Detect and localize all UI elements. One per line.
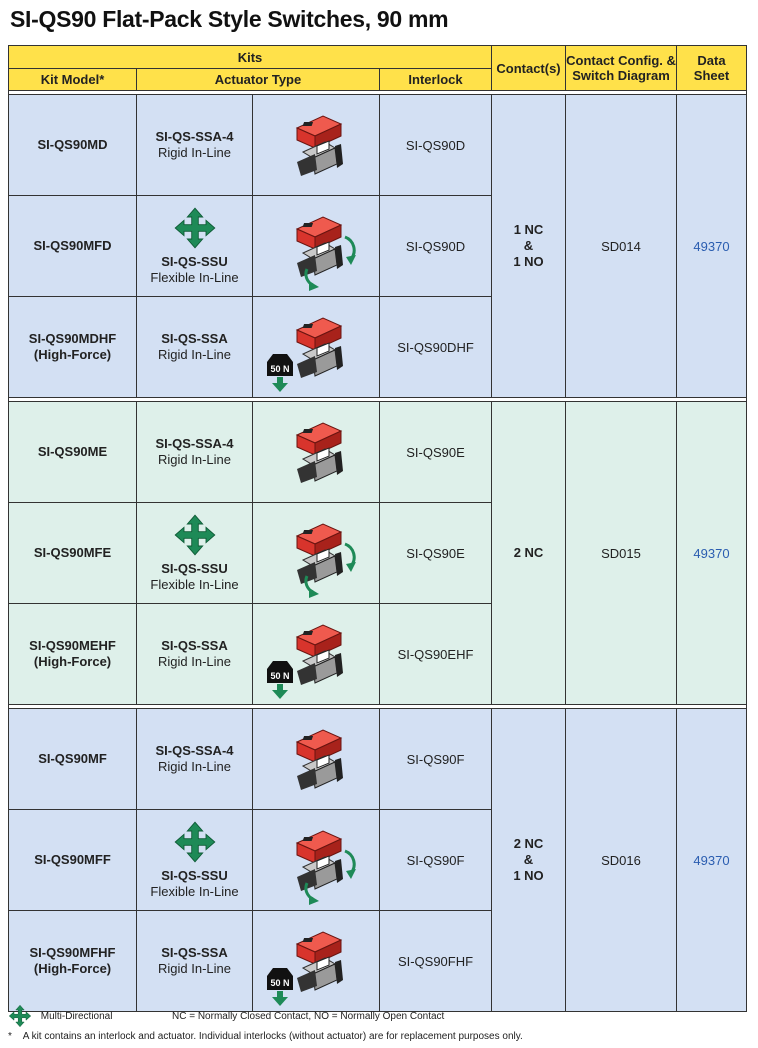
actuator-model: SI-QS-SSA <box>161 638 228 653</box>
actuator-type-cell <box>137 503 253 604</box>
actuator-type-cell <box>137 604 253 705</box>
kit-model-cell <box>9 95 137 196</box>
kit-model-cell <box>9 810 137 911</box>
contact-config-header-line2: Switch Diagram <box>572 68 670 83</box>
interlock-cell: SI-QS90E <box>380 402 492 503</box>
force-label: 50 N <box>270 363 290 374</box>
kit-model-text: SI-QS90MFF <box>34 852 111 867</box>
contacts-text: 1 NC <box>513 222 544 237</box>
actuator-type-header: Actuator Type <box>137 69 380 91</box>
kit-model-text: SI-QS90MF <box>38 751 107 766</box>
contacts-text: 2 NC <box>513 545 544 560</box>
kit-model-text: SI-QS90MFD <box>33 238 112 253</box>
kit-model-cell <box>9 297 137 398</box>
kit-model-header: Kit Model* <box>9 69 137 91</box>
contacts-cell <box>492 95 566 398</box>
contact-abbrev-legend: NC = Normally Closed Contact, NO = Normally Open Contact <box>172 1011 445 1022</box>
multi-directional-arrows-icon <box>173 820 217 864</box>
contacts-text: & <box>523 852 534 867</box>
contacts-text: & <box>523 238 534 253</box>
kit-model-text: SI-QS90MFHF <box>29 945 116 960</box>
data-sheet-header <box>677 46 747 91</box>
interlock-cell: SI-QS90F <box>380 810 492 911</box>
kit-model-cell <box>9 709 137 810</box>
contacts-header: Contact(s) <box>492 46 566 91</box>
actuator-model: SI-QS-SSU <box>161 254 228 269</box>
table-row <box>9 402 747 503</box>
actuator-image-cell <box>253 297 380 398</box>
switch-illustration-icon <box>261 298 371 394</box>
interlock-cell: SI-QS90EHF <box>380 604 492 705</box>
force-label: 50 N <box>270 977 290 988</box>
kit-model-text: SI-QS90MDHF <box>28 331 117 346</box>
actuator-image-cell <box>253 196 380 297</box>
actuator-type-cell <box>137 709 253 810</box>
kit-model-text: (High-Force) <box>33 961 112 976</box>
footnote <box>8 1031 523 1042</box>
actuator-model: SI-QS-SSA-4 <box>155 436 234 451</box>
actuator-model: SI-QS-SSA-4 <box>155 129 234 144</box>
kit-model-cell <box>9 604 137 705</box>
switch-diagram-cell: SD016 <box>566 709 677 1012</box>
actuator-type-cell <box>137 402 253 503</box>
multi-directional-legend <box>8 1004 112 1028</box>
actuator-model: SI-QS-SSA-4 <box>155 743 234 758</box>
switch-illustration-icon <box>261 504 371 600</box>
actuator-desc: Rigid In-Line <box>158 347 231 362</box>
table-row <box>9 95 747 196</box>
kit-model-text: (High-Force) <box>33 654 112 669</box>
actuator-image-cell <box>253 911 380 1012</box>
data-sheet-header-line2: Sheet <box>693 68 730 83</box>
data-sheet-link[interactable]: 49370 <box>677 709 747 1012</box>
actuator-desc: Flexible In-Line <box>150 270 239 285</box>
table-row <box>9 709 747 810</box>
footnote-text: A kit contains an interlock and actuator. Individual interlocks (without actuator) are for replacement purposes only. <box>22 1031 523 1042</box>
actuator-type-cell <box>137 810 253 911</box>
interlock-cell: SI-QS90FHF <box>380 911 492 1012</box>
actuator-image-cell <box>253 810 380 911</box>
kit-model-text: SI-QS90MD <box>37 137 108 152</box>
actuator-image-cell <box>253 402 380 503</box>
switch-illustration-icon <box>261 403 371 499</box>
switch-diagram-cell: SD015 <box>566 402 677 705</box>
interlock-cell: SI-QS90F <box>380 709 492 810</box>
actuator-image-cell <box>253 95 380 196</box>
actuator-model: SI-QS-SSA <box>161 331 228 346</box>
kit-model-cell <box>9 503 137 604</box>
switch-illustration-icon <box>261 811 371 907</box>
kit-model-cell <box>9 402 137 503</box>
force-label: 50 N <box>270 670 290 681</box>
switch-illustration-icon <box>261 605 371 701</box>
contact-config-header-line1: Contact Config. & <box>566 53 676 68</box>
data-sheet-link[interactable]: 49370 <box>677 402 747 705</box>
contacts-text: 1 NO <box>513 868 544 883</box>
kit-model-text: SI-QS90ME <box>37 444 108 459</box>
switch-illustration-icon <box>261 197 371 293</box>
interlock-header: Interlock <box>380 69 492 91</box>
multi-directional-arrows-icon <box>173 513 217 557</box>
data-sheet-header-line1: Data <box>697 53 726 68</box>
actuator-type-cell <box>137 95 253 196</box>
actuator-image-cell <box>253 709 380 810</box>
contacts-text: 1 NO <box>513 254 544 269</box>
actuator-desc: Flexible In-Line <box>150 577 239 592</box>
multi-directional-arrows-icon <box>173 206 217 250</box>
footnote-mark: * <box>8 1031 12 1042</box>
actuator-type-cell <box>137 196 253 297</box>
interlock-cell: SI-QS90D <box>380 95 492 196</box>
actuator-model: SI-QS-SSU <box>161 561 228 576</box>
kit-model-text: SI-QS90MEHF <box>29 638 116 653</box>
actuator-image-cell <box>253 604 380 705</box>
page-title: SI-QS90 Flat-Pack Style Switches, 90 mm <box>10 6 449 32</box>
data-sheet-link[interactable]: 49370 <box>677 95 747 398</box>
switch-illustration-icon <box>261 710 371 806</box>
actuator-model: SI-QS-SSA <box>161 945 228 960</box>
switch-diagram-cell: SD014 <box>566 95 677 398</box>
actuator-desc: Rigid In-Line <box>158 961 231 976</box>
kit-model-cell <box>9 911 137 1012</box>
interlock-cell: SI-QS90E <box>380 503 492 604</box>
actuator-desc: Rigid In-Line <box>158 145 231 160</box>
multi-directional-label: Multi-Directional <box>40 1010 113 1022</box>
contacts-cell <box>492 709 566 1012</box>
actuator-image-cell <box>253 503 380 604</box>
actuator-desc: Rigid In-Line <box>158 654 231 669</box>
contacts-cell <box>492 402 566 705</box>
interlock-cell: SI-QS90DHF <box>380 297 492 398</box>
kits-header: Kits <box>9 46 492 69</box>
actuator-desc: Rigid In-Line <box>158 759 231 774</box>
switch-illustration-icon <box>261 96 371 192</box>
actuator-desc: Rigid In-Line <box>158 452 231 467</box>
kit-model-cell <box>9 196 137 297</box>
switch-kit-table <box>8 45 747 1012</box>
kit-model-text: SI-QS90MFE <box>33 545 112 560</box>
contact-config-header <box>566 46 677 91</box>
actuator-model: SI-QS-SSU <box>161 868 228 883</box>
switch-illustration-icon <box>261 912 371 1008</box>
actuator-type-cell <box>137 297 253 398</box>
actuator-desc: Flexible In-Line <box>150 884 239 899</box>
multi-directional-arrows-icon <box>8 1004 32 1028</box>
contacts-text: 2 NC <box>513 836 544 851</box>
kit-model-text: (High-Force) <box>33 347 112 362</box>
actuator-type-cell <box>137 911 253 1012</box>
interlock-cell: SI-QS90D <box>380 196 492 297</box>
